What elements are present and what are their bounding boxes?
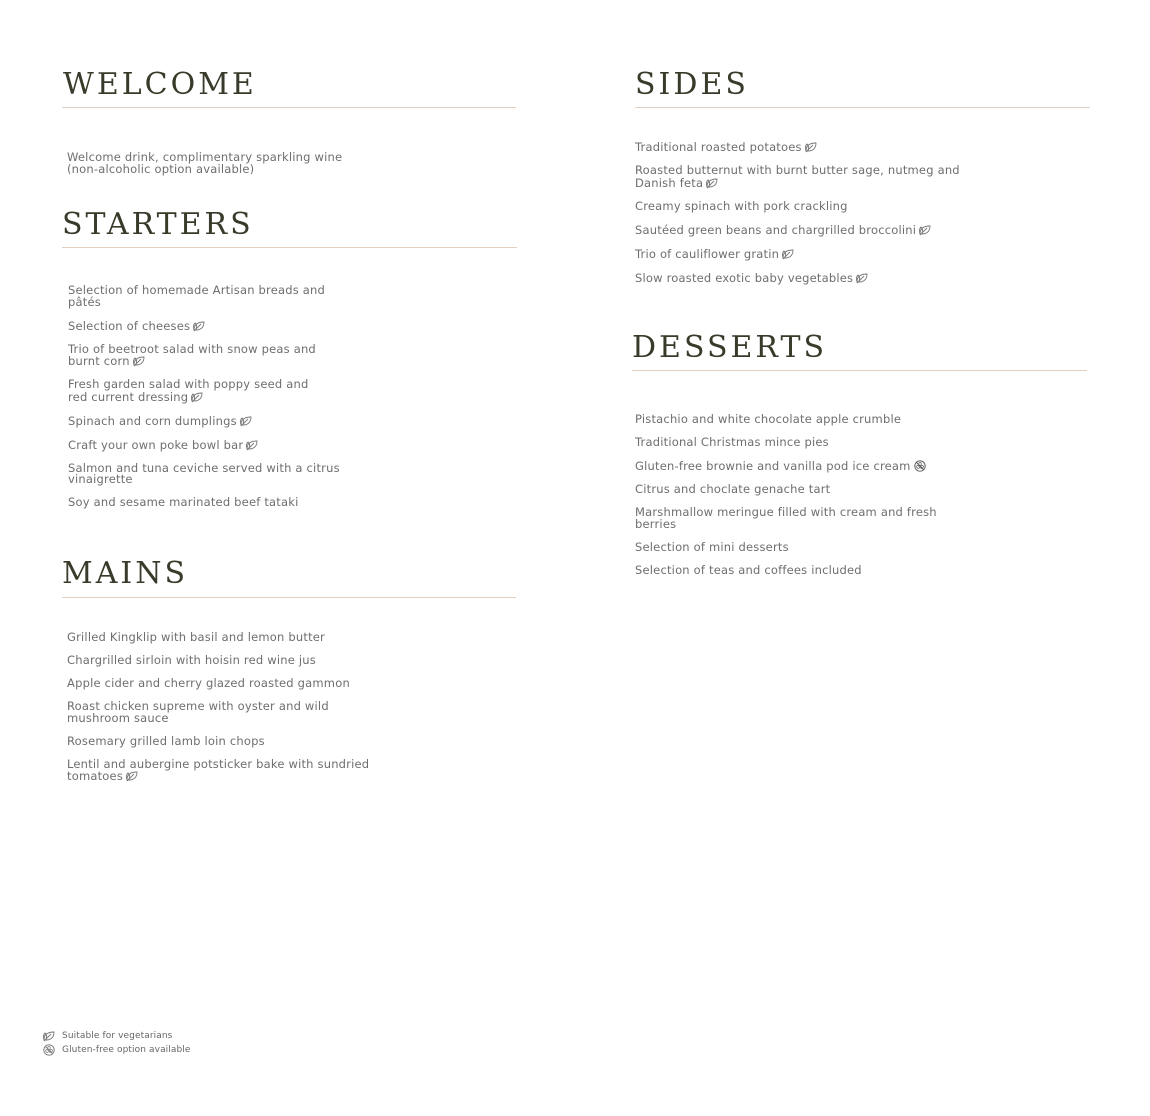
gluten-free-icon xyxy=(913,460,927,472)
leaf-icon xyxy=(804,141,818,153)
sides-divider xyxy=(635,107,1090,108)
menu-item xyxy=(635,414,937,426)
menu-item xyxy=(635,460,937,473)
menu-item-text: Selection of homemade Artisan breads and pâtés xyxy=(68,283,326,309)
menu-item-text: Apple cider and cherry glazed roasted gammon xyxy=(67,676,350,690)
leaf-icon xyxy=(42,1030,56,1042)
sides-list xyxy=(635,141,960,296)
menu-item xyxy=(68,379,340,403)
leaf-icon xyxy=(190,391,204,403)
menu-item-text: Pistachio and white chocolate apple crumble xyxy=(635,412,902,426)
menu-item xyxy=(68,460,340,486)
menu-item xyxy=(635,437,937,449)
dietary-legend xyxy=(42,1029,191,1057)
menu-item-text: Traditional roasted potatoes xyxy=(635,140,802,154)
leaf-icon xyxy=(132,355,146,367)
menu-item-text: Grilled Kingklip with basil and lemon butter xyxy=(67,630,325,644)
menu-item-text: Trio of beetroot salad with snow peas and burnt corn xyxy=(68,341,316,368)
menu-item xyxy=(635,484,937,496)
leaf-icon xyxy=(918,224,932,236)
starters-list xyxy=(68,285,340,520)
desserts-heading: DESSERTS xyxy=(632,330,828,365)
menu-item xyxy=(635,272,960,285)
mains-divider xyxy=(62,597,516,598)
menu-item-text: Roast chicken supreme with oyster and wild mushroom sauce xyxy=(67,699,329,725)
menu-item-text: Slow roasted exotic baby vegetables xyxy=(635,270,854,285)
mains-heading: MAINS xyxy=(62,556,189,591)
menu-item xyxy=(68,415,340,428)
menu-item-text: Chargrilled sirloin with hoisin red wine jus xyxy=(67,653,316,667)
menu-item xyxy=(68,497,340,509)
welcome-heading: WELCOME xyxy=(63,67,257,102)
menu-item-text: Selection of cheeses xyxy=(68,318,191,333)
menu-item-text: Trio of cauliflower gratin xyxy=(635,246,780,261)
leaf-icon xyxy=(245,439,259,451)
menu-item-text: Fresh garden salad with poppy seed and red current dressing xyxy=(68,377,309,404)
menu-item xyxy=(68,341,340,368)
menu-item xyxy=(67,756,370,783)
menu-item-text: Selection of mini desserts xyxy=(635,539,789,554)
menu-item-text: Roasted butternut with burnt butter sage, nutmeg and Danish feta xyxy=(635,163,960,190)
legend-vegetarian xyxy=(42,1029,191,1043)
mains-list xyxy=(67,632,369,794)
menu-item xyxy=(635,165,960,189)
menu-item xyxy=(635,562,937,577)
menu-item xyxy=(67,701,369,724)
menu-item xyxy=(635,224,960,237)
desserts-list xyxy=(635,414,937,588)
desserts-divider xyxy=(632,370,1087,371)
leaf-icon xyxy=(781,248,795,260)
menu-item-text: Lentil and aubergine potsticker bake with sundried tomatoes xyxy=(67,756,370,783)
menu-item-text: Creamy spinach with pork crackling xyxy=(635,198,848,213)
menu-item-text: Salmon and tuna ceviche served with a citrus vinaigrette xyxy=(68,460,340,486)
leaf-icon xyxy=(192,320,206,332)
menu-item-text: Rosemary grilled lamb loin chops xyxy=(67,733,265,748)
menu-item xyxy=(68,439,340,452)
starters-heading: STARTERS xyxy=(62,207,254,242)
legend-gluten-free xyxy=(42,1043,191,1057)
menu-item xyxy=(635,198,960,213)
menu-item-text: Sautéed green beans and chargrilled broccolini xyxy=(635,222,917,237)
leaf-icon xyxy=(855,272,869,284)
menu-item-text: Citrus and choclate genache tart xyxy=(635,482,831,496)
legend-gluten-free-label: Gluten-free option available xyxy=(62,1045,191,1055)
menu-item-text: Spinach and corn dumplings xyxy=(68,413,237,428)
leaf-icon xyxy=(239,415,253,427)
gluten-free-icon xyxy=(42,1044,56,1056)
menu-item xyxy=(67,733,369,748)
menu-item-text: Marshmallow meringue filled with cream and fresh berries xyxy=(635,505,937,531)
menu-item xyxy=(68,285,340,308)
menu-item-text: Gluten-free brownie and vanilla pod ice cream xyxy=(635,459,911,473)
menu-item-text: Soy and sesame marinated beef tataki xyxy=(68,495,299,509)
leaf-icon xyxy=(705,177,719,189)
menu-item xyxy=(635,539,937,554)
menu-item xyxy=(67,655,369,667)
menu-item-text: Craft your own poke bowl bar xyxy=(68,437,244,452)
menu-item xyxy=(67,632,369,644)
menu-item-text: Selection of teas and coffees included xyxy=(635,562,862,577)
sides-heading: SIDES xyxy=(635,67,749,102)
welcome-divider xyxy=(62,107,516,108)
menu-item xyxy=(635,248,960,261)
menu-item xyxy=(68,320,340,333)
leaf-icon xyxy=(125,770,139,782)
menu-item xyxy=(635,507,937,530)
menu-item xyxy=(635,141,960,154)
welcome-text: Welcome drink, complimentary sparkling wine (non-alcoholic option available) xyxy=(67,150,343,176)
menu-item xyxy=(67,678,369,690)
legend-vegetarian-label: Suitable for vegetarians xyxy=(62,1031,173,1041)
starters-divider xyxy=(62,247,517,248)
menu-item-text: Traditional Christmas mince pies xyxy=(635,435,829,449)
